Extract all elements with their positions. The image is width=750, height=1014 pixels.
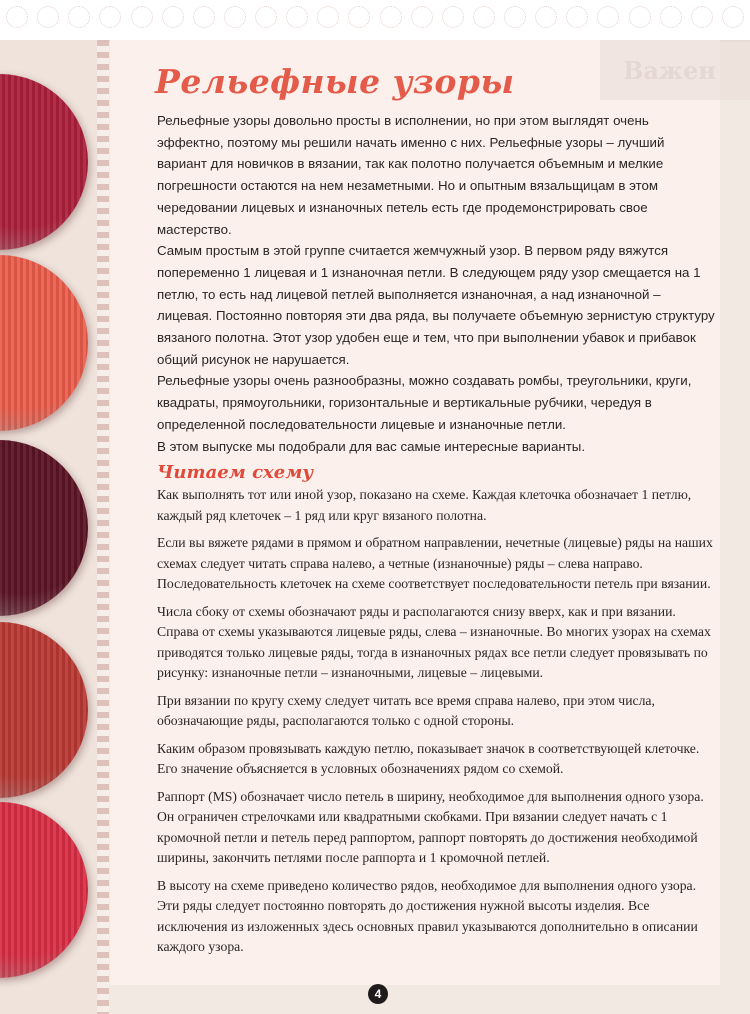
page-title: Рельефные узоры [155, 62, 515, 101]
knit-swatch-1 [0, 74, 88, 250]
intro-text [157, 110, 717, 457]
body-paragraph: Каким образом провязывать каждую петлю, показывает значок в соответствующей клеточке. Его значение объясняется в условных обозначениях рядом со схемой. [157, 740, 700, 776]
body-paragraph: Как выполнять тот или иной узор, показано на схеме. Каждая клеточка обозначает 1 петлю, каждый ряд клеточек – 1 ряд или круг вязаного полотна. [157, 487, 692, 523]
knit-swatch-4 [0, 622, 88, 798]
section-body [157, 485, 717, 965]
intro-paragraph: Самым простым в этой группе считается жемчужный узор. В первом ряду вяжутся попеременно 1 лицевая и 1 изнаночная петли. В следующем ряду узор смещается на 1 петлю, то есть над лицевой петлей выполняется изнаночная, а над изнаночной – лицевая. Постоянно повторяя эти два ряда, вы получаете объемную зернистую структуру вязаного полотна. Этот узор удобен еще и тем, что при выполнении убавок и прибавок общий рисунок не нарушается. [157, 243, 715, 367]
section-heading: Читаем схему [157, 462, 314, 483]
body-paragraph: Раппорт (MS) обозначает число петель в ширину, необходимое для выполнения одного узора. Он ограничен стрелочками или квадратными скобками. При вязании следует начать с 1 кромочной петли и петель перед раппортом, раппорт повторять до достижения необходимой ширины, закончить петлями после раппорта и 1 кромочной петлей. [157, 788, 704, 865]
lace-border [0, 0, 750, 42]
knit-swatch-3 [0, 440, 88, 616]
intro-paragraph: В этом выпуске мы подобрали для вас самые интересные варианты. [157, 438, 586, 454]
header-ghost [600, 40, 750, 100]
page-number: 4 [368, 984, 388, 1004]
body-paragraph: При вязании по кругу схему следует читать все время справа налево, при этом числа, обозначающие ряды, располагаются только с одной стороны. [157, 692, 655, 728]
intro-paragraph: Рельефные узоры довольно просты в исполнении, но при этом выглядят очень эффектно, поэтому мы решили начать именно с них. Рельефные узоры – лучший вариант для новичков в вязании, так как полотно получается объемным и мелкие погрешности остаются на нем незаметными. Но и опытным вязальщицам в этом чередовании лицевых и изнаночных петель есть где продемонстрировать свое мастерство. [157, 113, 665, 237]
knit-swatch-5 [0, 802, 88, 978]
stitched-edge [97, 40, 109, 1014]
intro-paragraph: Рельефные узоры очень разнообразны, можно создавать ромбы, треугольники, круги, квадраты, прямоугольники, горизонтальные и вертикальные рубчики, чередуя в определенной последовательности лицевые и изнаночные петли. [157, 373, 692, 432]
header-ghost-text: Важен [623, 56, 716, 85]
body-paragraph: В высоту на схеме приведено количество рядов, необходимое для выполнения одного узора. Эти ряды следует постоянно повторять до достижения нужной высоты изделия. Все исключения из изложенных здесь основных правил указываются дополнительно в описании каждого узора. [157, 877, 698, 954]
body-paragraph: Если вы вяжете рядами в прямом и обратном направлении, нечетные (лицевые) ряды на наших схемах следует читать справа налево, а четные (изнаночные) ряды – слева направо. Последовательность клеточек на схеме соответствует последовательности петель при вязании. [157, 535, 713, 591]
body-paragraph: Числа сбоку от схемы обозначают ряды и располагаются снизу вверх, как и при вязании. Справа от схемы указываются лицевые ряды, слева – изнаночные. Во многих узорах на схемах приводятся только лицевые ряды, тогда в изнаночных рядах все петли следует провязывать по рисунку: изнаночные петли – изнаночными, лицевые – лицевыми. [157, 603, 711, 680]
knit-swatch-2 [0, 255, 88, 431]
swatch-column [0, 40, 100, 1014]
